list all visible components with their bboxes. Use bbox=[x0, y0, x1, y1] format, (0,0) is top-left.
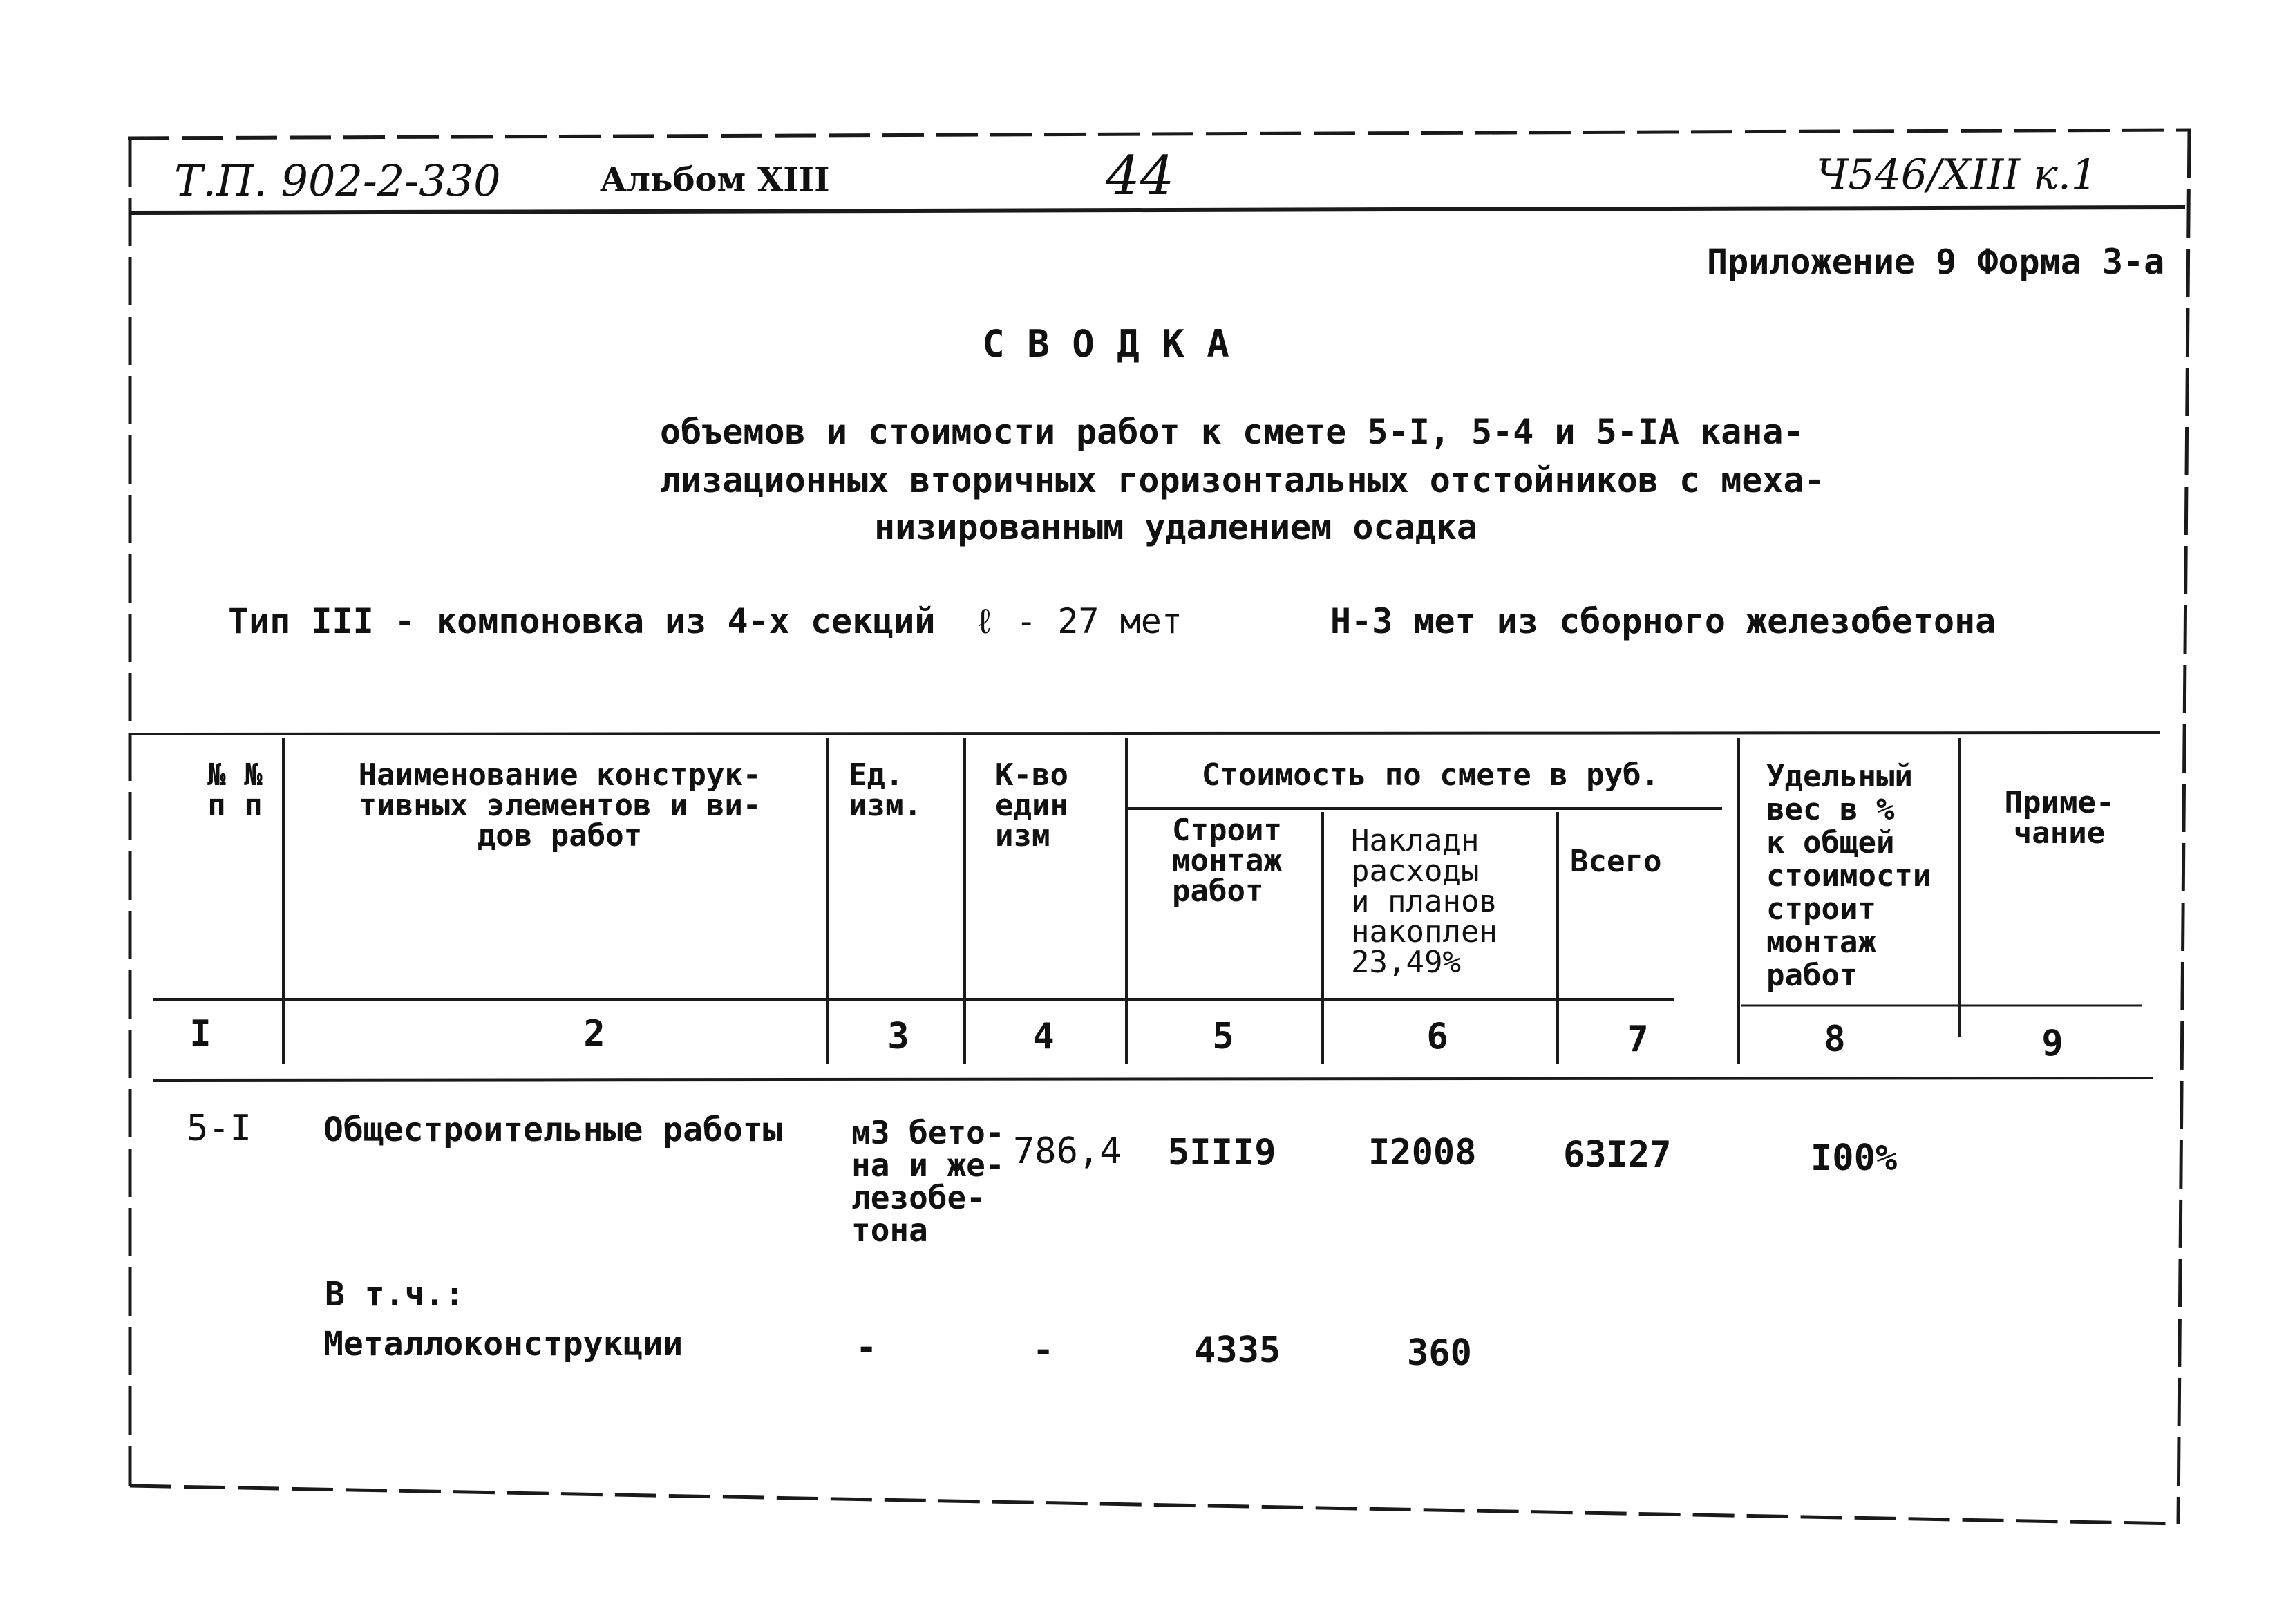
type-length: ℓ - 27 мет bbox=[974, 601, 1182, 641]
subrow-name: Металлоконструкции bbox=[323, 1325, 683, 1363]
colnum-3: 3 bbox=[887, 1016, 909, 1057]
frame-bottom-line bbox=[130, 1486, 2178, 1524]
header-col7: Всего bbox=[1570, 844, 1662, 879]
frame-top-line bbox=[128, 130, 2191, 138]
row-unit: м3 бето- на и же- лезобе- тона bbox=[851, 1114, 1005, 1249]
document-title: С В О Д К А bbox=[982, 322, 1229, 366]
subrow-overhead-cost: 360 bbox=[1407, 1332, 1472, 1374]
row-no: 5-I bbox=[187, 1108, 252, 1149]
project-code: Т.П. 902-2-330 bbox=[174, 155, 501, 206]
colnum-6: 6 bbox=[1426, 1016, 1448, 1057]
header-col5: Строит монтаж работ bbox=[1172, 813, 1282, 909]
header-col3: Ед. изм. bbox=[849, 757, 922, 823]
header-col1: № № п п bbox=[207, 757, 263, 823]
row-share: I00% bbox=[1811, 1137, 1898, 1179]
type-height: Н-3 мет из сборного железобетона bbox=[1330, 601, 1996, 641]
table-top-line bbox=[130, 733, 2160, 734]
colnum-2: 2 bbox=[583, 1013, 605, 1055]
header-col4: К-во един изм bbox=[995, 757, 1068, 853]
stamp-separator bbox=[130, 207, 2185, 213]
subtitle-line-2: лизационных вторичных горизонтальных отстойников с меха- bbox=[660, 460, 1825, 500]
subtitle-line-3: низированным удалением осадка bbox=[874, 507, 1477, 547]
subrow-unit: - bbox=[856, 1327, 878, 1368]
including-label: В т.ч.: bbox=[325, 1275, 465, 1314]
colnum-7: 7 bbox=[1627, 1019, 1649, 1060]
header-cost-group: Стоимость по смете в руб. bbox=[1201, 757, 1660, 793]
colnum-9: 9 bbox=[2041, 1023, 2063, 1064]
header-col8: Удельный вес в % к общей стоимости строит монтаж работ bbox=[1766, 759, 1931, 993]
header-col9: Приме- чание bbox=[2004, 785, 2115, 851]
album-label: Альбом XIII bbox=[600, 160, 830, 199]
row-name: Общестроительные работы bbox=[323, 1111, 783, 1149]
subrow-qty: - bbox=[1032, 1330, 1055, 1371]
subtitle-line-1: объемов и стоимости работ к смете 5-I, 5-4 и 5-IA кана- bbox=[660, 412, 1804, 452]
appendix-form: Приложение 9 Форма 3-а bbox=[1707, 242, 2165, 282]
header-col6: Накладн расходы и планов накоплен 23,49% bbox=[1351, 823, 1498, 980]
colnum-5: 5 bbox=[1212, 1016, 1234, 1057]
row-total-cost: 63I27 bbox=[1563, 1134, 1672, 1175]
colnum-1: I bbox=[189, 1013, 211, 1055]
page-number: 44 bbox=[1106, 145, 1175, 207]
colnum-4: 4 bbox=[1032, 1016, 1055, 1057]
colnum-8: 8 bbox=[1824, 1019, 1846, 1060]
row-construction-cost: 5III9 bbox=[1168, 1132, 1276, 1173]
frame-right-line bbox=[2178, 130, 2189, 1524]
colnum-bottom-line bbox=[153, 1078, 2153, 1080]
row-qty: 786,4 bbox=[1013, 1131, 1122, 1172]
inventory-number: Ч546/XIII к.1 bbox=[1816, 151, 2098, 199]
type-layout: Тип III - компоновка из 4-х секций bbox=[228, 601, 936, 641]
subrow-construction-cost: 4335 bbox=[1194, 1330, 1281, 1371]
row-overhead-cost: I2008 bbox=[1368, 1132, 1477, 1173]
header-col2: Наименование конструк- тивных элементов и ви- дов работ bbox=[358, 757, 762, 853]
